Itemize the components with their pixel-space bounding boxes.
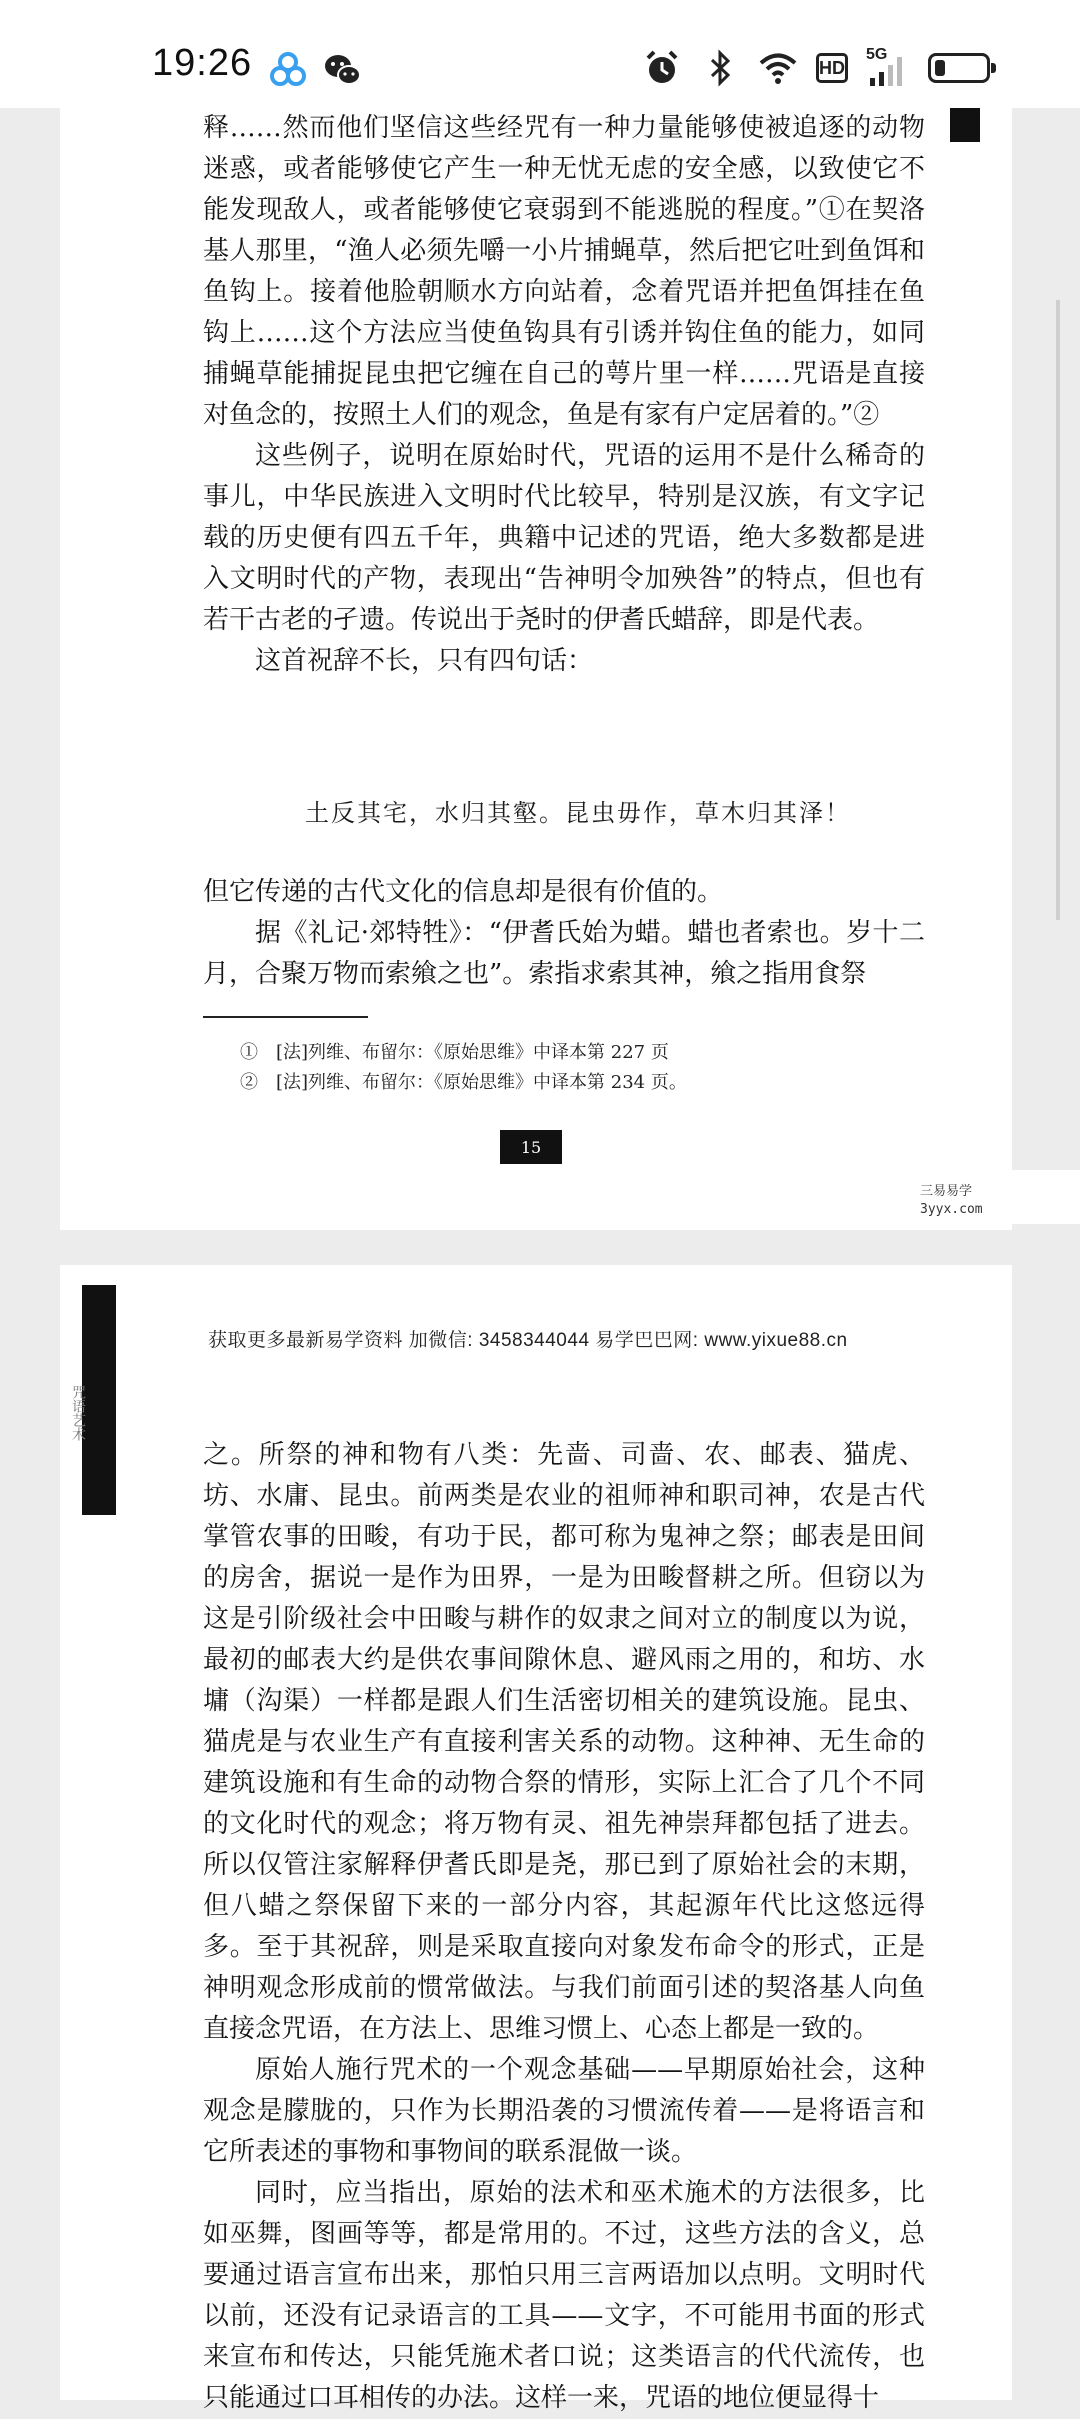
hd-icon: HD xyxy=(816,53,848,83)
footnote-separator xyxy=(203,1016,368,1018)
status-time: 19:26 xyxy=(152,42,253,84)
page1-paragraph-2: 这些例子，说明在原始时代，咒语的运用不是什么稀奇的事儿，中华民族进入文明时代比较早，特别是汉族，有文字记载的历史便有四五千年，典籍中记述的咒语，绝大多数都是进入文明时代的产物，表现出“告神明令加殃咎”的特点，但也有若干古老的孑遗。传说出于尧时的伊耆氏蜡辞，即是代表。 xyxy=(203,441,925,635)
page1-paragraph-3: 这首祝辞不长，只有四句话： xyxy=(255,646,594,676)
document-page-2 xyxy=(60,1265,1012,2413)
status-bar xyxy=(0,0,1080,108)
page1-paragraph-5: 据《礼记·郊特牲》：“伊耆氏始为蜡。蜡也者索也。岁十二月，合聚万物而索飨之也”。索指求索其神，飨之指用食祭 xyxy=(203,918,925,989)
network-type-label: 5G xyxy=(866,46,888,63)
page1-body-top xyxy=(203,108,925,682)
verse-line: 土反其宅，水归其壑。昆虫毋作，草木归其泽！ xyxy=(305,799,851,827)
page1-paragraph-4: 但它传递的古代文化的信息却是很有价值的。 xyxy=(203,877,724,907)
wifi-icon xyxy=(758,48,798,88)
watermark-line-2: 3yyx.com xyxy=(920,1202,983,1217)
page1-paragraph-1: 释……然而他们坚信这些经咒有一种力量能够使被追逐的动物迷惑，或者能够使它产生一种无忧无虑的安全感，以致使它不能发现敌人，或者能够使它衰弱到不能逃脱的程度。”①在契洛基人那里，“渔人必须先嚼一小片捕蝇草，然后把它吐到鱼饵和鱼钩上。接着他脸朝顺水方向站着，念着咒语并把鱼饵挂在鱼钩上……这个方法应当使鱼钩具有引诱并钩住鱼的能力，如同捕蝇草能捕捉昆虫把它缠在自己的萼片里一样……咒语是直接对鱼念的，按照土人们的观念，鱼是有家有户定居着的。”② xyxy=(203,113,925,430)
baidu-netdisk-icon xyxy=(268,50,308,90)
page2-body xyxy=(203,1435,925,2419)
page-number: 15 xyxy=(500,1130,562,1164)
battery-icon xyxy=(928,53,990,83)
wechat-icon xyxy=(322,50,362,90)
alarm-icon xyxy=(642,48,682,88)
page2-paragraph-1: 之。所祭的神和物有八类：先啬、司啬、农、邮表、猫虎、坊、水庸、昆虫。前两类是农业的祖师神和职司神，农是古代掌管农事的田畯，有功于民，都可称为鬼神之祭；邮表是田间的房舍，据说一是作为田界，一是为田畯督耕之所。但窃以为这是引阶级社会中田畯与耕作的奴隶之间对立的制度以为说，最初的邮表大约是供农事间隙休息、避风雨之用的，和坊、水墉（沟渠）一样都是跟人们生活密切相关的建筑设施。昆虫、猫虎是与农业生产有直接利害关系的动物。这种神、无生命的建筑设施和有生命的动物合祭的情形，实际上汇合了几个不同的文化时代的观念；将万物有灵、祖先神崇拜都包括了进去。所以仅管注家解释伊耆氏即是尧，那已到了原始社会的末期，但八蜡之祭保留下来的一部分内容，其起源年代比这悠远得多。至于其祝辞，则是采取直接向对象发布命令的形式，正是神明观念形成前的惯常做法。与我们前面引述的契洛基人向鱼直接念咒语，在方法上、思维习惯上、心态上都是一致的。 xyxy=(203,1440,925,2044)
spine-title: 咒语艺术 xyxy=(70,1385,86,1441)
page2-paragraph-3: 同时，应当指出，原始的法术和巫术施术的方法很多，比如巫舞，图画等等，都是常用的。不过，这些方法的含义，总要通过语言宣布出来，那怕只用三言两语加以点明。文明时代以前，还没有记录语言的工具——文字，不可能用书面的形式来宣布和传达，只能凭施术者口说；这类语言的代代流传，也只能通过口耳相传的办法。这样一来，咒语的地位便显得十 xyxy=(203,2178,925,2413)
header-ad-text: 获取更多最新易学资料 加微信: 3458344044 易学巴巴网: www.yixue88.cn xyxy=(208,1330,848,1351)
footnote-1: ① [法]列维、布留尔：《原始思维》中译本第 227 页 xyxy=(240,1042,669,1063)
scan-margin-marks xyxy=(1056,300,1060,920)
watermark-line-1: 三易易学 xyxy=(920,1184,973,1199)
watermark-bg xyxy=(980,1170,1080,1224)
scan-corner-mark xyxy=(950,108,980,142)
bluetooth-icon xyxy=(700,48,740,88)
footnotes xyxy=(240,1038,687,1098)
page2-paragraph-2: 原始人施行咒术的一个观念基础——早期原始社会，这种观念是朦胧的，只作为长期沿袭的习惯流传着——是将语言和它所表述的事物和事物间的联系混做一谈。 xyxy=(203,2055,925,2167)
status-icons xyxy=(642,48,990,88)
page1-body-bottom xyxy=(203,872,925,995)
signal-5g-icon xyxy=(866,48,910,88)
document-page-1 xyxy=(60,108,1012,1230)
footnote-2: ② [法]列维、布留尔：《原始思维》中译本第 234 页。 xyxy=(240,1072,687,1093)
